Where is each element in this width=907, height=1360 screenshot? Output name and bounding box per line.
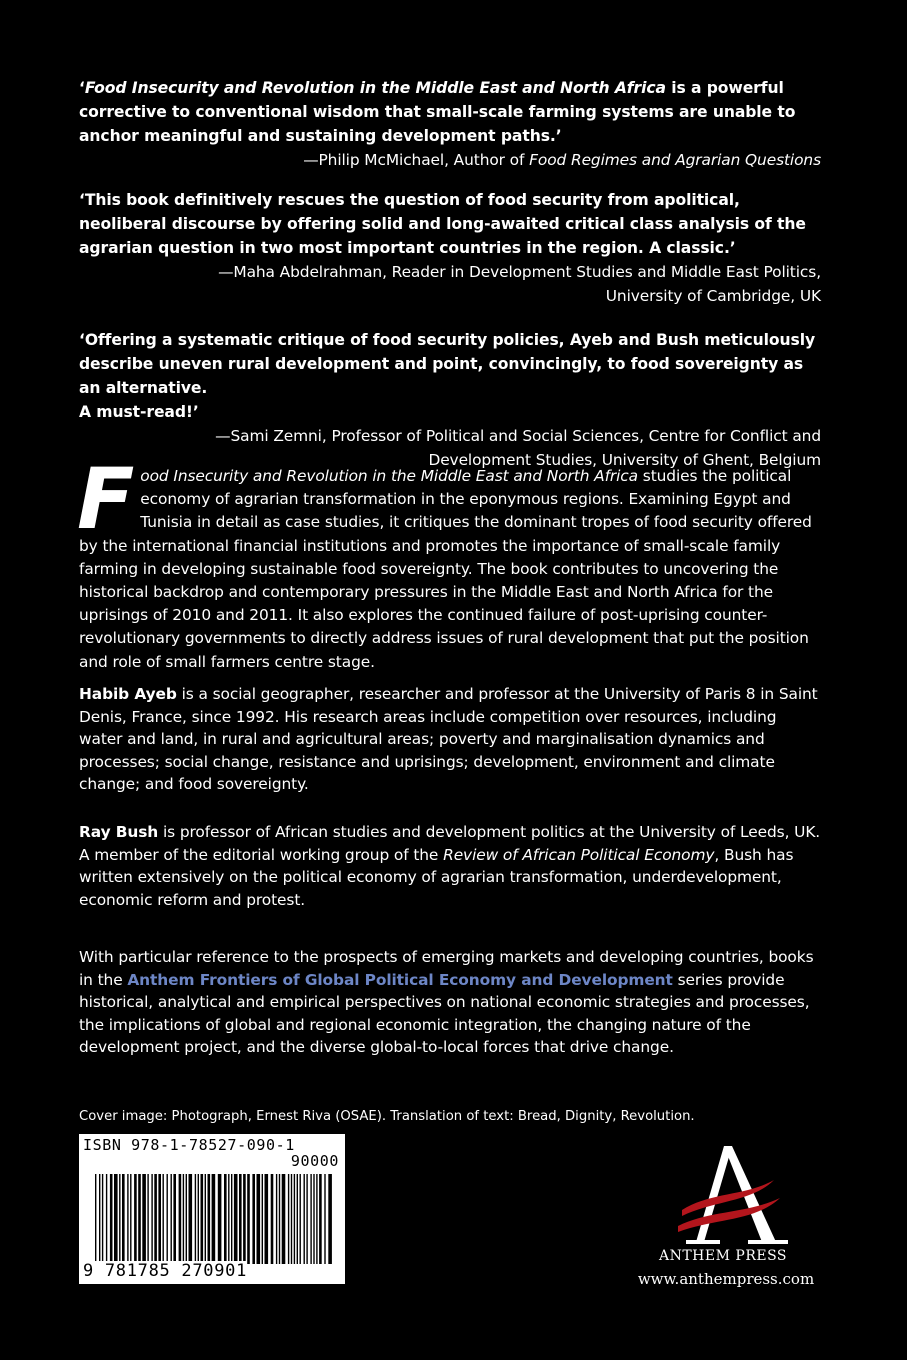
- barcode-bar: [167, 1174, 168, 1264]
- book-description: [77, 450, 821, 674]
- drop-cap: F: [77, 450, 135, 548]
- quote-3-attribution: —Sami Zemni, Professor of Political and Social Sciences, Centre for Conflict and Development Studies, University of Ghent, Belgium: [215, 427, 821, 469]
- barcode-bar: [291, 1174, 292, 1264]
- review-quote-3: [79, 328, 821, 472]
- quote-1-text: is a powerful corrective to conventional wisdom that small-scale farming systems are unable to anchor meaningful and sustaining development paths.’: [79, 79, 796, 145]
- barcode-bar: [183, 1174, 184, 1264]
- barcode-bar: [158, 1174, 161, 1264]
- isbn-text: ISBN 978-1-78527-090-1: [83, 1136, 295, 1154]
- barcode-bar: [110, 1174, 113, 1264]
- barcode-bar: [288, 1174, 289, 1264]
- barcode-bar: [122, 1174, 125, 1264]
- journal-title: Review of African Political Economy: [443, 845, 715, 864]
- barcode-bar: [99, 1174, 100, 1264]
- barcode-bar: [154, 1174, 157, 1264]
- barcode-bar: [313, 1174, 314, 1264]
- barcode-bar: [224, 1174, 227, 1264]
- barcode-bar: [271, 1174, 274, 1264]
- author-name-ayeb: Habib Ayeb: [79, 685, 177, 703]
- barcode-bar: [319, 1174, 322, 1264]
- barcode-bar: [316, 1174, 317, 1264]
- barcode-bar: [262, 1174, 263, 1264]
- barcode-bar: [247, 1174, 250, 1264]
- barcode-bar: [282, 1174, 286, 1264]
- barcode-bar: [243, 1174, 246, 1264]
- barcode-bar: [279, 1174, 280, 1264]
- description-book-title: ood Insecurity and Revolution in the Middle East and North Africa: [140, 467, 638, 485]
- quote-2-attribution: —Maha Abdelrahman, Reader in Development Studies and Middle East Politics, University of Cambridge, UK: [218, 263, 821, 305]
- series-description: With particular reference to the prospects of emerging markets and developing countries, books in the Anthem Frontiers of Global Political Economy and Development series provide historical, analytical and empirical perspectives on national economic strategies and processes, the implications of global and regional economic integration, the changing nature of the development project, and the diverse global-to-local forces that drive change.: [79, 948, 814, 1057]
- barcode-bar: [142, 1174, 146, 1264]
- barcode-bar: [195, 1174, 196, 1264]
- barcode-bar: [231, 1174, 232, 1264]
- description-text: studies the political economy of agrarian transformation in the eponymous regions. Examining Egypt and Tunisia in detail as case studies, it critiques the dominant tropes of food security offered by the international financial institutions and promotes the importance of small-scale family farming in developing sustainable food sovereignty. The book contributes to uncovering the historical backdrop and contemporary pressures in the Middle East and North Africa for the uprisings of 2010 and 2011. It also explores the continued failure of post-uprising counter-revolutionary governments to directly address issues of rural development that put the position and role of small farmers centre stage.: [79, 467, 812, 671]
- barcode-bar: [179, 1174, 182, 1264]
- barcode-bar: [328, 1174, 332, 1264]
- barcode-bar: [119, 1174, 120, 1264]
- barcode-bar: [218, 1174, 222, 1264]
- barcode-bar: [173, 1174, 176, 1264]
- review-quote-2: [79, 188, 821, 308]
- author-bio-bush: Ray Bush is professor of African studies and development politics at the University of Leeds, UK. A member of the editorial working group of the Review of African Political Economy, Bush has written extensively on the political economy of agrarian transformation, underdevelopment, economic reform and protest.: [79, 823, 821, 909]
- barcode-bar: [324, 1174, 325, 1264]
- barcode-bar: [171, 1174, 172, 1264]
- barcode-bar: [208, 1174, 211, 1264]
- barcode-bar: [276, 1174, 277, 1264]
- anthem-press-logo: [620, 1140, 830, 1290]
- isbn-barcode: [79, 1134, 345, 1284]
- barcode-bar: [212, 1174, 216, 1264]
- barcode-bar: [239, 1174, 242, 1264]
- barcode-bar: [151, 1174, 152, 1264]
- publisher-name: ANTHEM PRESS: [658, 1248, 788, 1264]
- cover-image-credit: Cover image: Photograph, Ernest Riva (OSAE). Translation of text: Bread, Dignity, Revolution.: [79, 1109, 695, 1124]
- barcode-bar: [114, 1174, 118, 1264]
- author-name-bush: Ray Bush: [79, 823, 159, 841]
- quote-2-text: ‘This book definitively rescues the question of food security from apolitical, neoliberal discourse by offering solid and long-awaited critical class analysis of the agrarian question in two most important countries in the region. A classic.’: [79, 191, 806, 257]
- barcode-bar: [163, 1174, 164, 1264]
- barcode-bar: [189, 1174, 193, 1264]
- barcode-bar: [306, 1174, 307, 1264]
- barcode-bar: [205, 1174, 206, 1264]
- barcode-bar: [294, 1174, 295, 1264]
- barcode-bar: [127, 1174, 128, 1264]
- quote-1-attribution: —Philip McMichael, Author of Food Regimes and Agrarian Questions: [303, 151, 821, 169]
- ean-digits: 9 781785 270901: [83, 1261, 248, 1281]
- barcode-bar: [186, 1174, 187, 1264]
- author-bio-ayeb: [79, 683, 821, 796]
- barcode-bar: [134, 1174, 137, 1264]
- barcode-bar: [257, 1174, 261, 1264]
- review-quote-1: ‘Food Insecurity and Revolution in the Middle East and North Africa is a powerful corrective to conventional wisdom that small-scale farming systems are unable to anchor meaningful and sustaining development paths.’ —Philip McMichael, Author of Food Regimes and Agrarian Questions: [79, 76, 821, 172]
- barcode-bar: [300, 1174, 301, 1264]
- barcode-bar: [201, 1174, 204, 1264]
- publisher-url: www.anthempress.com: [637, 1270, 815, 1288]
- barcode-bar: [252, 1174, 255, 1264]
- barcode-bar: [102, 1174, 103, 1264]
- barcode-bar: [198, 1174, 199, 1264]
- barcode-bar: [95, 1174, 96, 1264]
- barcode-bar: [106, 1174, 107, 1264]
- barcode-bar: [265, 1174, 269, 1264]
- price-code: 90000: [290, 1152, 339, 1170]
- author-bio-text: is a social geographer, researcher and professor at the University of Paris 8 in Saint Denis, France, since 1992. His research areas include competition over resources, including water and land, in rural and agricultural areas; poverty and marginalisation dynamics and processes; social change, resistance and uprisings; development, environment and climate change; and food sovereignty.: [79, 685, 818, 794]
- series-name: Anthem Frontiers of Global Political Economy and Development: [127, 970, 673, 989]
- barcode-bar: [304, 1174, 305, 1264]
- barcode-bar: [234, 1174, 238, 1264]
- quote-3-text-end: A must-read!’: [79, 403, 199, 421]
- barcode-bar: [297, 1174, 298, 1264]
- quote-1-book-title: Food Insecurity and Revolution in the Middle East and North Africa: [84, 79, 666, 97]
- barcode-bar: [130, 1174, 131, 1264]
- quote-3-text: ‘Offering a systematic critique of food security policies, Ayeb and Bush meticulously describe uneven rural development and point, convincingly, to food sovereignty as an alternative.: [79, 331, 816, 397]
- barcode-bar: [228, 1174, 229, 1264]
- barcode-bar: [310, 1174, 311, 1264]
- barcode-bar: [138, 1174, 141, 1264]
- barcode-bar: [147, 1174, 148, 1264]
- anthem-logo-mark: [678, 1146, 788, 1244]
